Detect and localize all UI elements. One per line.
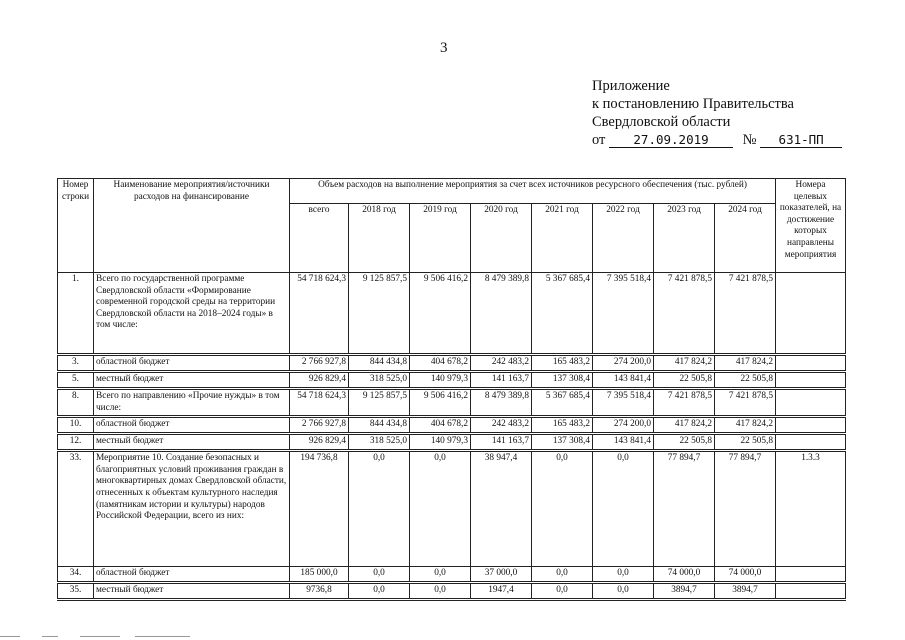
value-cell: 0,0: [593, 583, 654, 600]
value-cell: 38 947,4: [471, 451, 532, 567]
value-cell: 165 483,2: [532, 417, 593, 434]
value-cell: 5 367 685,4: [532, 389, 593, 417]
indicator-cell: [776, 273, 846, 355]
value-cell: 140 979,3: [410, 434, 471, 451]
value-cell: 417 824,2: [654, 355, 715, 372]
annex-line-2: к постановлению Правительства: [592, 96, 794, 112]
table-row: [58, 372, 846, 389]
value-cell: 2 766 927,8: [290, 417, 349, 434]
value-cell: 54 718 624,3: [290, 389, 349, 417]
row-number-cell: 8.: [58, 389, 94, 417]
value-cell: 3894,7: [715, 583, 776, 600]
number-label: №: [742, 132, 757, 148]
value-cell: 185 000,0: [290, 567, 349, 583]
row-name-cell: Всего по государственной программе Свердловской области «Формирование современной городской среды на территории Свердловской области на 2018–2024 годы» в том числе:: [94, 273, 290, 355]
value-cell: 141 163,7: [471, 372, 532, 389]
value-cell: 0,0: [349, 567, 410, 583]
value-cell: 417 824,2: [715, 417, 776, 434]
value-cell: 844 434,8: [349, 355, 410, 372]
value-cell: 22 505,8: [715, 372, 776, 389]
row-name-cell: местный бюджет: [94, 434, 290, 451]
value-cell: 194 736,8: [290, 451, 349, 567]
indicator-cell: [776, 434, 846, 451]
value-cell: 0,0: [593, 567, 654, 583]
value-cell: 0,0: [593, 451, 654, 567]
row-number-cell: 33.: [58, 451, 94, 567]
value-cell: 0,0: [532, 583, 593, 600]
header-indicators: Номера целевых показателей, на достижение которых направлены мероприятия: [776, 179, 846, 273]
value-cell: 0,0: [410, 567, 471, 583]
value-cell: 143 841,4: [593, 372, 654, 389]
value-cell: 926 829,4: [290, 372, 349, 389]
table-row: [58, 417, 846, 434]
indicator-cell: [776, 583, 846, 600]
row-number-cell: 5.: [58, 372, 94, 389]
value-cell: 22 505,8: [654, 434, 715, 451]
value-cell: 77 894,7: [654, 451, 715, 567]
indicator-cell: [776, 372, 846, 389]
row-name-cell: местный бюджет: [94, 372, 290, 389]
page-number: 3: [440, 40, 448, 56]
indicator-cell: [776, 417, 846, 434]
annex-title: Приложение: [592, 78, 670, 94]
indicator-cell: 1.3.3: [776, 451, 846, 567]
value-cell: 0,0: [349, 451, 410, 567]
value-cell: 74 000,0: [654, 567, 715, 583]
decree-date: 27.09.2019: [609, 133, 733, 148]
value-cell: 3894,7: [654, 583, 715, 600]
row-name-cell: областной бюджет: [94, 355, 290, 372]
annex-block: [592, 77, 842, 149]
row-number-cell: 34.: [58, 567, 94, 583]
header-year: 2024 год: [715, 204, 776, 273]
row-name-cell: Всего по направлению «Прочие нужды» в том числе:: [94, 389, 290, 417]
value-cell: 242 483,2: [471, 417, 532, 434]
header-name: Наименование мероприятия/источники расходов на финансирование: [94, 179, 290, 273]
value-cell: 165 483,2: [532, 355, 593, 372]
value-cell: 417 824,2: [715, 355, 776, 372]
value-cell: 7 421 878,5: [715, 273, 776, 355]
header-year: всего: [290, 204, 349, 273]
value-cell: 5 367 685,4: [532, 273, 593, 355]
row-number-cell: 3.: [58, 355, 94, 372]
value-cell: 9 125 857,5: [349, 389, 410, 417]
value-cell: 1947,4: [471, 583, 532, 600]
row-number-cell: 12.: [58, 434, 94, 451]
value-cell: 0,0: [532, 567, 593, 583]
value-cell: 2 766 927,8: [290, 355, 349, 372]
value-cell: 9 506 416,2: [410, 389, 471, 417]
scan-edge-artifact: [0, 630, 905, 640]
value-cell: 0,0: [532, 451, 593, 567]
from-label: от: [592, 132, 606, 148]
value-cell: 54 718 624,3: [290, 273, 349, 355]
decree-number: 631-ПП: [760, 133, 842, 148]
header-year: 2020 год: [471, 204, 532, 273]
table-row: [58, 451, 846, 567]
value-cell: 404 678,2: [410, 355, 471, 372]
value-cell: 7 421 878,5: [715, 389, 776, 417]
table-row: [58, 355, 846, 372]
annex-date-line: [592, 131, 842, 149]
value-cell: 74 000,0: [715, 567, 776, 583]
expenses-table: [57, 178, 846, 601]
header-year: 2022 год: [593, 204, 654, 273]
value-cell: 22 505,8: [715, 434, 776, 451]
value-cell: 22 505,8: [654, 372, 715, 389]
row-number-cell: 10.: [58, 417, 94, 434]
value-cell: 77 894,7: [715, 451, 776, 567]
indicator-cell: [776, 567, 846, 583]
value-cell: 140 979,3: [410, 372, 471, 389]
table-row: [58, 273, 846, 355]
table-row: [58, 389, 846, 417]
indicator-cell: [776, 389, 846, 417]
row-name-cell: областной бюджет: [94, 567, 290, 583]
value-cell: 7 421 878,5: [654, 389, 715, 417]
row-name-cell: областной бюджет: [94, 417, 290, 434]
header-row-number: Номер строки: [58, 179, 94, 273]
value-cell: 141 163,7: [471, 434, 532, 451]
row-name-cell: Мероприятие 10. Создание безопасных и благоприятных условий проживания граждан в многоквартирных домах Свердловской области, отнесенных к объектам культурного наследия (памятникам истории и культуры) народов Российской Федерации, всего из них:: [94, 451, 290, 567]
header-volume: Объем расходов на выполнение мероприятия за счет всех источников ресурсного обеспечения (тыс. рублей): [290, 179, 776, 204]
value-cell: 9736,8: [290, 583, 349, 600]
value-cell: 0,0: [349, 583, 410, 600]
indicator-cell: [776, 355, 846, 372]
value-cell: 844 434,8: [349, 417, 410, 434]
value-cell: 242 483,2: [471, 355, 532, 372]
value-cell: 274 200,0: [593, 355, 654, 372]
value-cell: 143 841,4: [593, 434, 654, 451]
value-cell: 7 395 518,4: [593, 273, 654, 355]
value-cell: 9 125 857,5: [349, 273, 410, 355]
value-cell: 417 824,2: [654, 417, 715, 434]
header-year: 2018 год: [349, 204, 410, 273]
value-cell: 8 479 389,8: [471, 389, 532, 417]
value-cell: 274 200,0: [593, 417, 654, 434]
value-cell: 9 506 416,2: [410, 273, 471, 355]
table-row: [58, 434, 846, 451]
value-cell: 0,0: [410, 451, 471, 567]
header-year: 2019 год: [410, 204, 471, 273]
value-cell: 8 479 389,8: [471, 273, 532, 355]
row-number-cell: 1.: [58, 273, 94, 355]
table-row: [58, 583, 846, 600]
value-cell: 404 678,2: [410, 417, 471, 434]
value-cell: 318 525,0: [349, 434, 410, 451]
header-year: 2023 год: [654, 204, 715, 273]
value-cell: 7 421 878,5: [654, 273, 715, 355]
value-cell: 0,0: [410, 583, 471, 600]
row-number-cell: 35.: [58, 583, 94, 600]
table-row: [58, 567, 846, 583]
value-cell: 7 395 518,4: [593, 389, 654, 417]
row-name-cell: местный бюджет: [94, 583, 290, 600]
header-year: 2021 год: [532, 204, 593, 273]
value-cell: 37 000,0: [471, 567, 532, 583]
value-cell: 137 308,4: [532, 434, 593, 451]
annex-line-3: Свердловской области: [592, 114, 731, 130]
value-cell: 318 525,0: [349, 372, 410, 389]
value-cell: 137 308,4: [532, 372, 593, 389]
value-cell: 926 829,4: [290, 434, 349, 451]
